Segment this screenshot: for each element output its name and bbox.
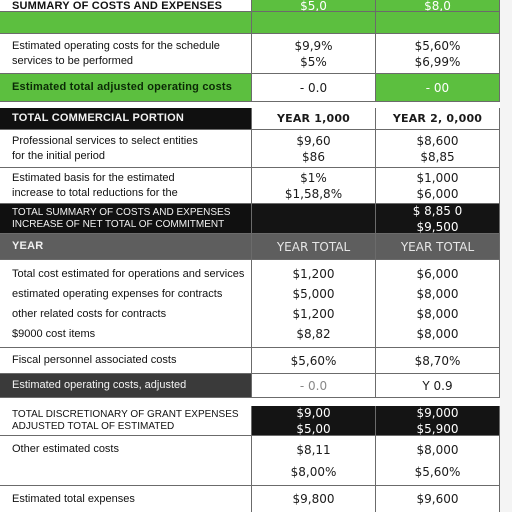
value-cell-b — [376, 234, 500, 259]
row-label-text: Total cost estimated for operations and services — [12, 267, 245, 280]
table-row — [0, 348, 500, 374]
value-text: $5,60% — [414, 464, 461, 479]
value-cell-a — [252, 260, 376, 347]
value-text: $9,600 — [416, 492, 459, 506]
value-cell-b — [376, 108, 500, 129]
value-text: $1,58,8% — [284, 186, 343, 201]
value-cell-a — [252, 234, 376, 259]
value-text: $5,900 — [416, 421, 459, 435]
row-label-text: YEAR — [12, 240, 44, 252]
value-cell-a — [252, 108, 376, 129]
value-text: $8,00% — [290, 464, 337, 479]
page-margin — [500, 0, 512, 512]
value-cell-b — [376, 204, 500, 233]
row-label-text: $9000 cost items — [12, 327, 96, 340]
row-label-text: Estimated basis for the estimated — [12, 171, 175, 184]
value-cell-a — [252, 12, 376, 33]
value-text: $1,200 — [292, 306, 335, 321]
value-text: $9,9% — [294, 38, 333, 53]
value-cell-b — [376, 348, 500, 373]
value-cell-b — [376, 12, 500, 33]
value-text: $9,000 — [416, 406, 459, 420]
row-label-text: SUMMARY OF COSTS AND EXPENSES — [12, 0, 223, 11]
value-cell-a — [252, 436, 376, 485]
row-label-text: Estimated operating costs for the schedule — [12, 39, 220, 52]
value-text: $5,000 — [292, 286, 335, 301]
value-cell-b — [376, 260, 500, 347]
row-label-text: TOTAL COMMERCIAL PORTION — [12, 112, 185, 124]
value-text: $8,000 — [416, 442, 459, 457]
row-label-text: Estimated total adjusted operating costs — [12, 81, 233, 93]
value-text: YEAR TOTAL — [276, 239, 351, 254]
row-label — [0, 348, 252, 373]
value-cell-a — [252, 486, 376, 512]
row-label-text: other related costs for contracts — [12, 307, 167, 320]
value-text: $1,200 — [292, 266, 335, 281]
row-label — [0, 260, 252, 347]
row-label — [0, 486, 252, 512]
table-row — [0, 34, 500, 74]
value-text: $8,000 — [416, 306, 459, 321]
value-text: YEAR 1,000 — [276, 111, 351, 125]
row-label-text: TOTAL DISCRETIONARY OF GRANT EXPENSES — [12, 408, 239, 420]
table-row — [0, 204, 500, 234]
value-text: $8,000 — [416, 326, 459, 341]
value-cell-a — [252, 74, 376, 101]
value-text: $9,500 — [416, 219, 459, 233]
table-row — [0, 234, 500, 260]
value-text: $6,000 — [416, 186, 459, 201]
value-cell-b — [376, 486, 500, 512]
value-text: $6,000 — [416, 266, 459, 281]
value-text: $5,0 — [300, 0, 327, 11]
value-cell-a — [252, 406, 376, 435]
value-text: Y 0.9 — [422, 378, 453, 393]
value-text: $8,11 — [296, 442, 331, 457]
row-label-text: ADJUSTED TOTAL OF ESTIMATED — [12, 420, 175, 432]
table-row — [0, 436, 500, 486]
value-text: - 00 — [425, 80, 450, 95]
value-text: $8,600 — [416, 133, 459, 148]
row-label — [0, 130, 252, 167]
value-text: $9,60 — [296, 133, 331, 148]
value-cell-b — [376, 34, 500, 73]
row-label — [0, 436, 252, 485]
value-text: YEAR TOTAL — [400, 239, 475, 254]
row-label-text: Professional services to select entities — [12, 134, 198, 147]
row-label — [0, 34, 252, 73]
value-text: $ 8,85 0 — [412, 204, 463, 218]
value-text: - 0.0 — [299, 378, 328, 393]
row-label — [0, 168, 252, 203]
row-label — [0, 406, 252, 435]
table-row — [0, 12, 500, 34]
row-label — [0, 234, 252, 259]
row-label-text: Fiscal personnel associated costs — [12, 354, 177, 366]
table-row — [0, 0, 500, 12]
row-label-text: Estimated operating costs, adjusted — [12, 379, 187, 391]
table-row — [0, 374, 500, 398]
value-text: YEAR 2, 0,000 — [392, 111, 483, 125]
row-label — [0, 12, 252, 33]
value-text: $8,000 — [416, 286, 459, 301]
table-row — [0, 130, 500, 168]
value-text: $86 — [302, 149, 325, 164]
value-cell-a — [252, 0, 376, 11]
value-cell-a — [252, 130, 376, 167]
value-cell-a — [252, 374, 376, 397]
value-text: $6,99% — [414, 54, 461, 69]
row-label-text: increase to total reductions for the — [12, 186, 178, 199]
value-text: $5,00 — [296, 421, 331, 435]
row-label-text: services to be performed — [12, 54, 134, 67]
value-cell-b — [376, 374, 500, 397]
value-cell-b — [376, 436, 500, 485]
value-cell-a — [252, 34, 376, 73]
value-text: $8,85 — [420, 149, 455, 164]
row-gap — [0, 398, 500, 406]
value-text: $8,82 — [296, 326, 331, 341]
value-text: $1,000 — [416, 170, 459, 185]
value-cell-b — [376, 74, 500, 101]
table-row — [0, 168, 500, 204]
value-text: $5,60% — [290, 353, 337, 368]
table-row — [0, 486, 500, 512]
row-label-text: Estimated total expenses — [12, 492, 135, 505]
row-label-text: estimated operating expenses for contracts — [12, 287, 223, 300]
row-label-text: Other estimated costs — [12, 443, 119, 455]
value-cell-a — [252, 168, 376, 203]
table-row — [0, 260, 500, 348]
value-cell-a — [252, 204, 376, 233]
value-cell-b — [376, 130, 500, 167]
row-label-text: TOTAL SUMMARY OF COSTS AND EXPENSES — [12, 206, 231, 218]
value-text: $5% — [300, 54, 327, 69]
table-row — [0, 108, 500, 130]
table-row — [0, 74, 500, 102]
row-label-text: INCREASE OF NET TOTAL OF COMMITMENT — [12, 218, 225, 230]
value-text: $9,800 — [292, 492, 335, 506]
row-label — [0, 108, 252, 129]
row-label-text: for the initial period — [12, 149, 105, 162]
table-row — [0, 406, 500, 436]
row-label — [0, 374, 252, 397]
value-text: $5,60% — [414, 38, 461, 53]
value-cell-a — [252, 348, 376, 373]
value-text: $8,70% — [414, 353, 461, 368]
value-text: $9,00 — [296, 406, 331, 420]
row-label — [0, 204, 252, 233]
value-text: $1% — [300, 170, 327, 185]
row-label — [0, 74, 252, 101]
value-cell-b — [376, 168, 500, 203]
value-cell-b — [376, 406, 500, 435]
value-text: - 0.0 — [299, 80, 328, 95]
value-cell-b — [376, 0, 500, 11]
row-label — [0, 0, 252, 11]
value-text: $8,0 — [424, 0, 451, 11]
